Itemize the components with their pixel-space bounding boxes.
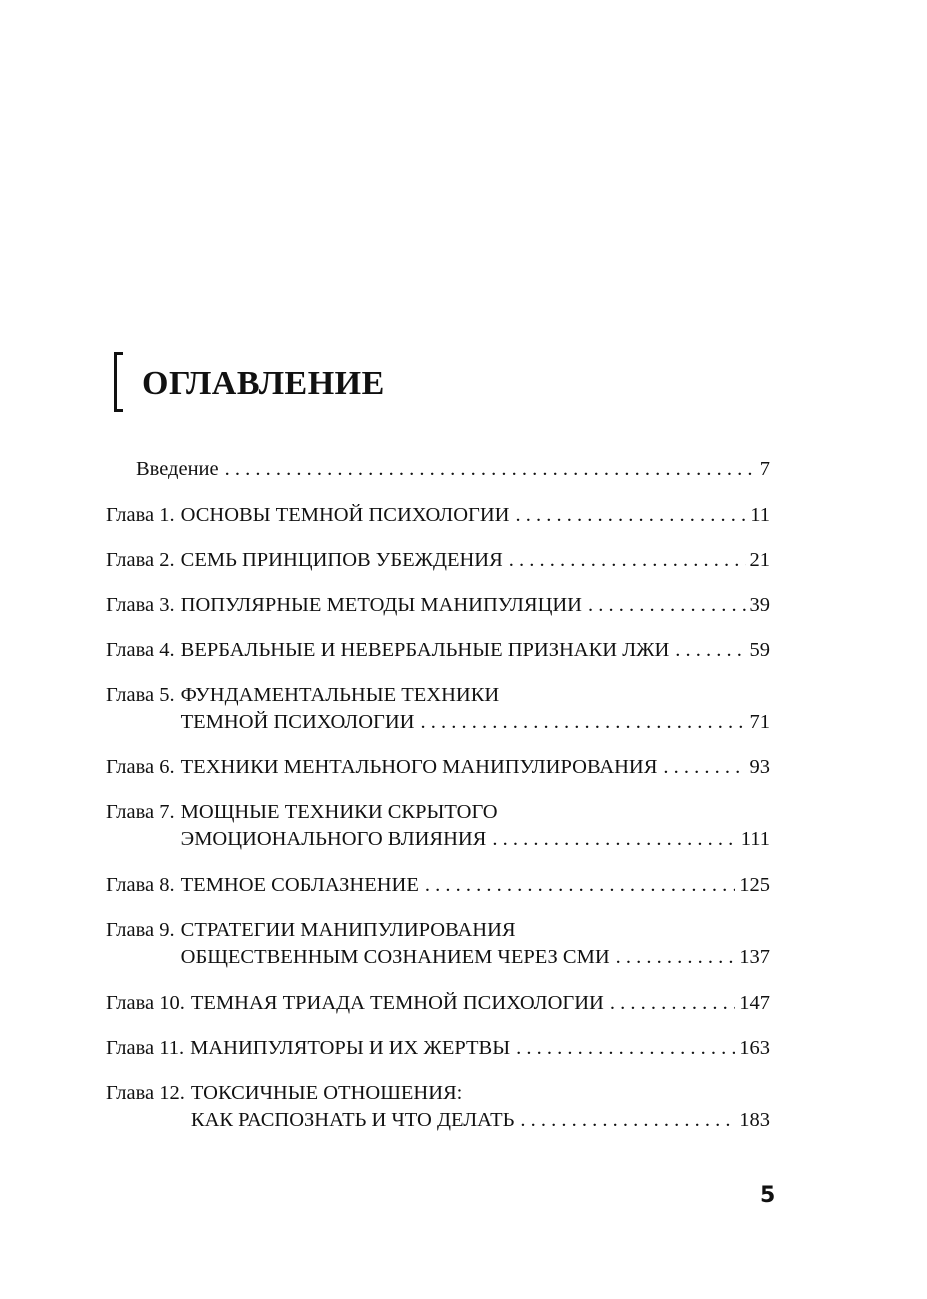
entry-leader-line (181, 754, 770, 780)
entry-title-line: ВЕРБАЛЬНЫЕ И НЕВЕРБАЛЬНЫЕ ПРИЗНАКИ ЛЖИ (180, 639, 670, 661)
dot-leader (516, 1035, 735, 1061)
bracket-icon (114, 352, 123, 412)
dot-leader (515, 502, 746, 528)
entry-leader-line (181, 944, 770, 970)
entry-leader-line (181, 872, 770, 898)
chapter-number: Глава 10. (106, 992, 185, 1014)
entry-title-line: КАК РАСПОЗНАТЬ И ЧТО ДЕЛАТЬ (190, 1109, 515, 1131)
entry-title-line: ТЕМНОЕ СОБЛАЗНЕНИЕ (180, 874, 419, 896)
entry-title-line: СЕМЬ ПРИНЦИПОВ УБЕЖДЕНИЯ (180, 549, 503, 571)
entry-page-number: 59 (749, 639, 770, 661)
entry-page-number: 125 (739, 874, 770, 896)
entry-page-number: 21 (749, 549, 770, 571)
chapter-number: Глава 1. (106, 504, 175, 526)
entry-leader-line (181, 709, 770, 735)
chapter-number: Глава 6. (106, 756, 175, 778)
entry-leader-line (181, 547, 770, 573)
toc-title: ОГЛАВЛЕНИЕ (142, 365, 385, 402)
entry-leader-line (181, 637, 770, 663)
entry-title-line: ФУНДАМЕНТАЛЬНЫЕ ТЕХНИКИ (180, 684, 500, 706)
entry-leader-line (190, 1035, 770, 1061)
chapter-number: Глава 2. (106, 549, 175, 571)
entry-page-number: 39 (749, 594, 770, 616)
entry-title-line: ТЕМНАЯ ТРИАДА ТЕМНОЙ ПСИХОЛОГИИ (190, 992, 604, 1014)
entry-leader-line (191, 990, 770, 1016)
dot-leader (520, 1107, 735, 1133)
dot-leader (663, 754, 745, 780)
entry-page-number: 93 (749, 756, 770, 778)
dot-leader (588, 592, 746, 618)
entry-page-number: 163 (739, 1037, 770, 1059)
entry-page-number: 7 (759, 458, 770, 480)
dot-leader (610, 990, 735, 1016)
chapter-number: Глава 3. (106, 594, 175, 616)
chapter-number: Глава 7. (106, 801, 175, 823)
entry-page-number: 147 (739, 992, 770, 1014)
dot-leader (675, 637, 745, 663)
entry-title-line: МОЩНЫЕ ТЕХНИКИ СКРЫТОГО (180, 801, 498, 823)
entry-leader-line (181, 592, 770, 618)
entry-title-line: МАНИПУЛЯТОРЫ И ИХ ЖЕРТВЫ (190, 1037, 511, 1059)
entry-leader-line (181, 502, 770, 528)
dot-leader (509, 547, 746, 573)
entry-title-line: СТРАТЕГИИ МАНИПУЛИРОВАНИЯ (180, 919, 516, 941)
entry-page-number: 137 (739, 946, 770, 968)
entry-title-line: ОБЩЕСТВЕННЫМ СОЗНАНИЕМ ЧЕРЕЗ СМИ (180, 946, 610, 968)
entry-title-line: ТЕМНОЙ ПСИХОЛОГИИ (180, 711, 415, 733)
entry-title-line: ОСНОВЫ ТЕМНОЙ ПСИХОЛОГИИ (180, 504, 510, 526)
chapter-number: Глава 5. (106, 684, 175, 706)
entry-title-line: ЭМОЦИОНАЛЬНОГО ВЛИЯНИЯ (180, 828, 487, 850)
dot-leader (616, 944, 736, 970)
dot-leader (225, 456, 756, 482)
entry-page-number: 183 (739, 1109, 770, 1131)
entry-title-line: ПОПУЛЯРНЫЕ МЕТОДЫ МАНИПУЛЯЦИИ (180, 594, 582, 616)
entry-leader-line (136, 456, 770, 482)
entry-page-number: 11 (750, 504, 770, 526)
dot-leader (425, 872, 735, 898)
entry-title-line: Введение (136, 458, 219, 480)
entry-title-line: ТЕХНИКИ МЕНТАЛЬНОГО МАНИПУЛИРОВАНИЯ (180, 756, 658, 778)
dot-leader (492, 826, 736, 852)
page-number: 5 (760, 1183, 776, 1208)
chapter-number: Глава 4. (106, 639, 175, 661)
chapter-number: Глава 11. (106, 1037, 185, 1059)
entry-leader-line (191, 1107, 770, 1133)
entry-page-number: 111 (740, 828, 770, 850)
entry-page-number: 71 (749, 711, 770, 733)
chapter-number: Глава 9. (106, 919, 175, 941)
dot-leader (420, 709, 745, 735)
entry-title-line: ТОКСИЧНЫЕ ОТНОШЕНИЯ: (190, 1082, 463, 1104)
entry-leader-line (181, 826, 770, 852)
chapter-number: Глава 8. (106, 874, 175, 896)
chapter-number: Глава 12. (106, 1082, 185, 1104)
